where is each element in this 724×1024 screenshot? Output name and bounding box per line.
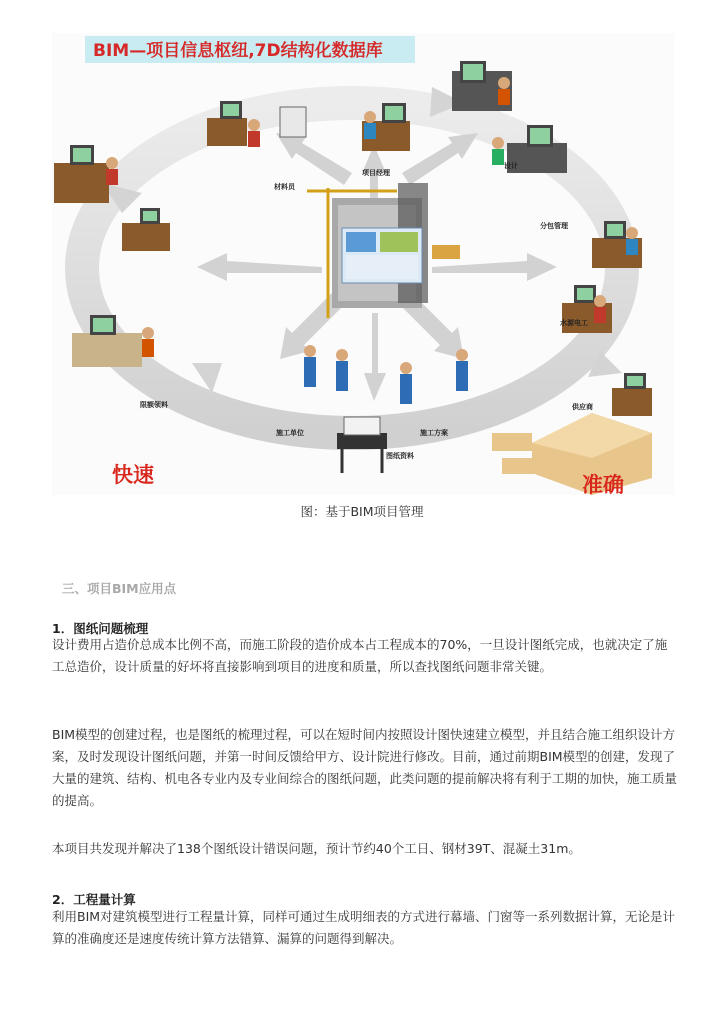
subheading-drawing-issues: 1．图纸问题梳理 bbox=[52, 621, 149, 636]
subheading-quantity-calc: 2．工程量计算 bbox=[52, 892, 136, 907]
role-label-construction-unit: 施工单位 bbox=[276, 429, 304, 437]
figure-caption: 图：基于BIM项目管理 bbox=[300, 504, 424, 519]
role-label-material: 材料员 bbox=[274, 183, 295, 191]
bim-diagram bbox=[52, 33, 674, 495]
banner-title: BIM—项目信息枢纽,7D结构化数据库 bbox=[93, 41, 383, 61]
plotter-drawing bbox=[337, 417, 387, 473]
role-label-pm: 项目经理 bbox=[362, 169, 390, 177]
word-fast: 快速 bbox=[112, 463, 154, 487]
paragraph-drawing-cost: 设计费用占造价总成本比例不高，而施工阶段的造价成本占工程成本的70%，一旦设计图纸完成，也就决定了施工总造价，设计质量的好坏将直接影响到项目的进度和质量，所以查找图纸问题非常关键。 bbox=[52, 637, 668, 674]
role-label-design: 设计 bbox=[504, 162, 518, 170]
role-label-plan: 施工方案 bbox=[420, 429, 448, 437]
workstation-top-right bbox=[452, 61, 512, 111]
role-label-quota: 限额领料 bbox=[140, 401, 168, 409]
workers-construction bbox=[304, 345, 468, 404]
workstation-left-middle bbox=[122, 208, 170, 251]
paragraph-bim-modeling: BIM模型的创建过程，也是图纸的梳理过程，可以在短时间内按照设计图快速建立模型，并且结合施工组织设计方案，及时发现设计图纸问题，并第一时间反馈给甲方、设计院进行修改。目前，通过前期BIM模型的创建，发现了大量的建筑、结构、机电各专业内及专业间综合的图纸问题，此类问题的提前解决将有利于工期的加快，施工质量的提高。 bbox=[52, 727, 678, 808]
word-accurate: 准确 bbox=[582, 473, 624, 495]
bim-diagram-figure bbox=[52, 33, 674, 495]
paragraph-results: 本项目共发现并解决了138个图纸设计错误问题，预计节约40个工日、钢材39T、混凝土31m。 bbox=[52, 841, 581, 856]
role-label-mep: 水源电工 bbox=[560, 319, 588, 327]
role-label-subcontract: 分包管理 bbox=[540, 222, 568, 230]
workstation-left-top bbox=[54, 145, 118, 203]
paragraph-quantity-calc: 利用BIM对建筑模型进行工程量计算，同样可通过生成明细表的方式进行幕墙、门窗等一系列数据计算，无论是计算的准确度还是速度传统计算方法错算、漏算的问题得到解决。 bbox=[52, 909, 676, 946]
role-label-supplier: 供应商 bbox=[572, 403, 593, 411]
section-heading: 三、项目BIM应用点 bbox=[62, 581, 177, 596]
role-label-drawing: 图纸资料 bbox=[386, 452, 414, 460]
